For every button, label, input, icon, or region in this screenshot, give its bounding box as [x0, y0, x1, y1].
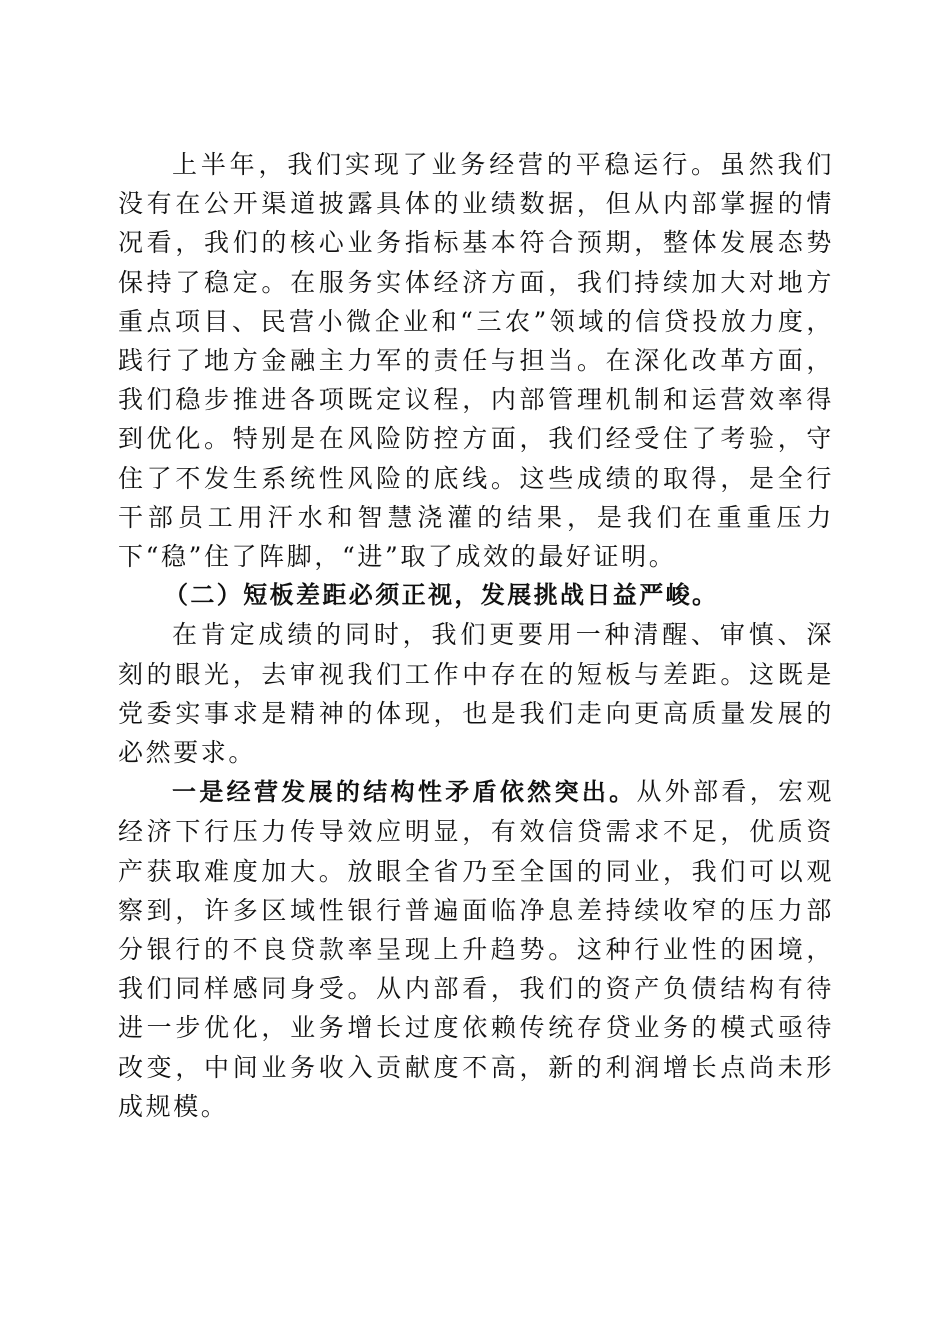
paragraph-shortcomings-intro: 在肯定成绩的同时，我们更要用一种清醒、审慎、深刻的眼光，去审视我们工作中存在的短板与差距。这既是党委实事求是精神的体现，也是我们走向更高质量发展的必然要求。 — [118, 620, 834, 768]
section-heading-2: （二）短板差距必须正视，发展挑战日益严峻。 — [164, 581, 719, 610]
paragraph-lead: 一是经营发展的结构性矛盾依然突出。 — [172, 778, 637, 807]
paragraph-body: 从外部看，宏观经济下行压力传导效应明显，有效信贷需求不足，优质资产获取难度加大。放眼全省乃至全国的同业，我们可以观察到，许多区域性银行普遍面临净息差持续收窄的压力部分银行的不良贷款率呈现上升趋势。这种行业性的困境，我们同样感同身受。从内部看，我们的资产负债结构有待进一步优化，业务增长过度依赖传统存贷业务的模式亟待改变，中间业务收入贡献度不高，新的利润增长点尚未形成规模。 — [118, 777, 834, 1121]
paragraph-structural-issues — [118, 772, 834, 1126]
paragraph-achievements: 上半年，我们实现了业务经营的平稳运行。虽然我们没有在公开渠道披露具体的业绩数据，但从内部掌握的情况看，我们的核心业务指标基本符合预期，整体发展态势保持了稳定。在服务实体经济方面，我们持续加大对地方重点项目、民营小微企业和“三农”领域的信贷投放力度，践行了地方金融主力军的责任与担当。在深化改革方面，我们稳步推进各项既定议程，内部管理机制和运营效率得到优化。特别是在风险防控方面，我们经受住了考验，守住了不发生系统性风险的底线。这些成绩的取得，是全行干部员工用汗水和智慧浇灌的结果，是我们在重重压力下“稳”住了阵脚，“进”取了成效的最好证明。 — [118, 150, 834, 572]
document-body — [118, 145, 834, 1126]
